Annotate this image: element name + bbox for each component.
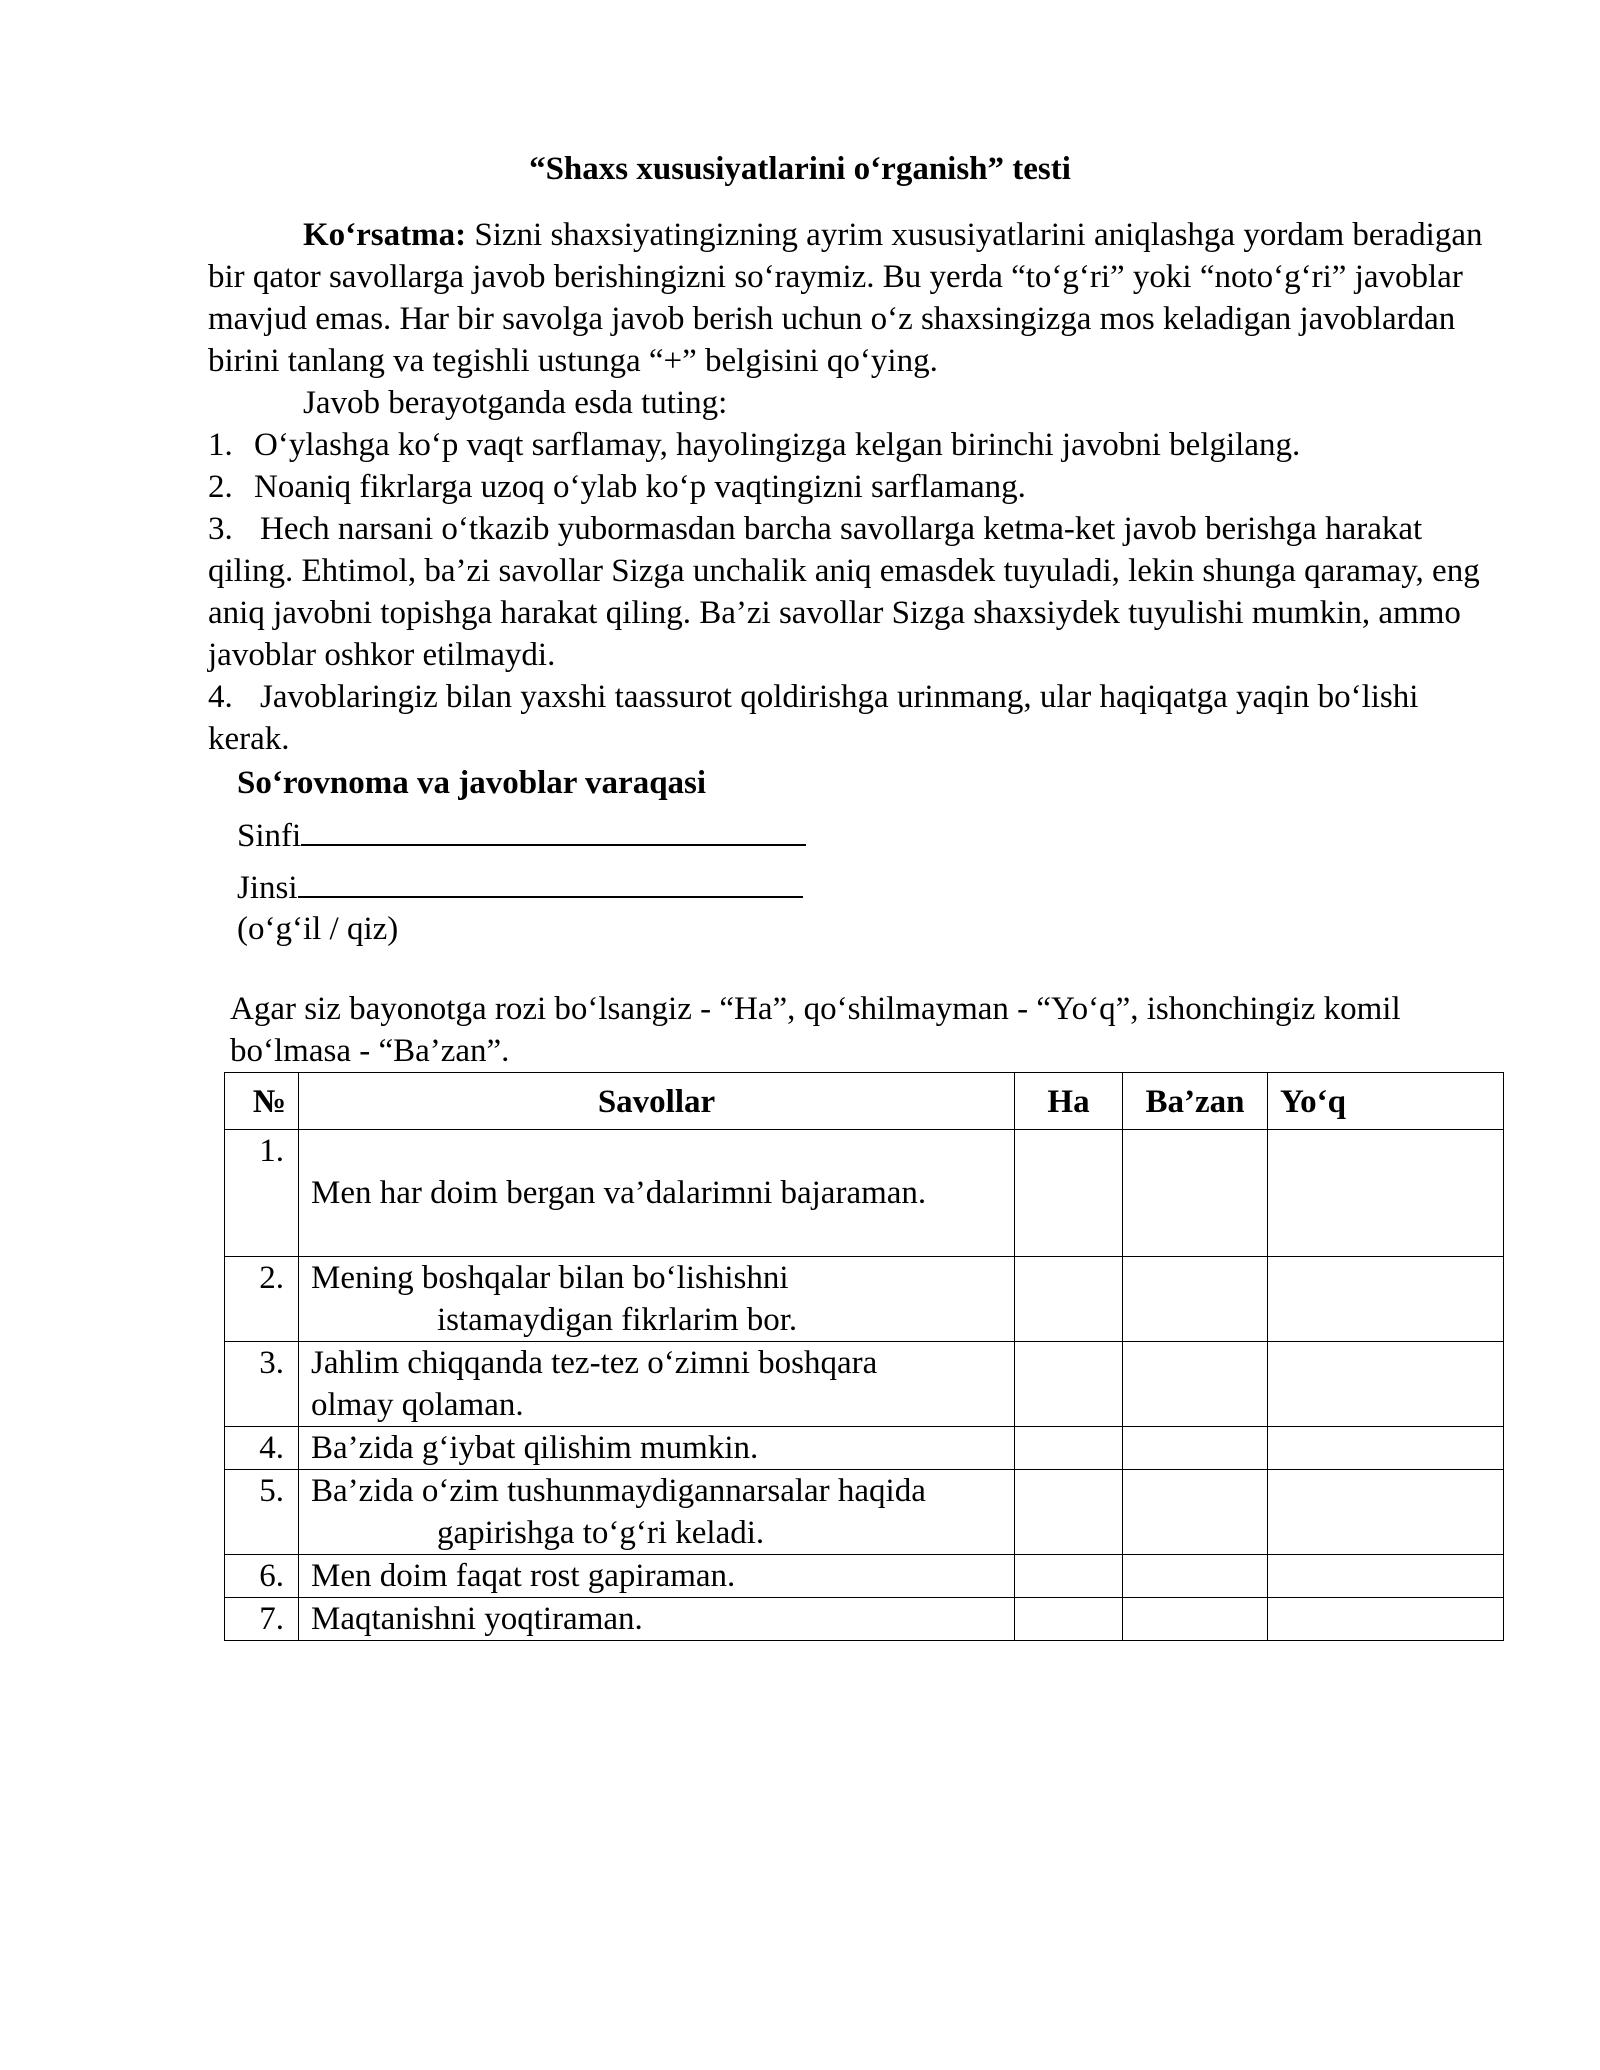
answer-sometimes-cell[interactable] (1123, 1470, 1268, 1555)
table-row (225, 1598, 1504, 1641)
gender-note: (o‘g‘il / qiz) (237, 911, 399, 947)
table-header-row (225, 1073, 1504, 1130)
answer-sometimes-cell[interactable] (1123, 1427, 1268, 1470)
instruction-item-number: 1. (208, 427, 233, 463)
instruction-item-4 (208, 676, 1498, 760)
question-line: Men doim faqat rost gapiraman. (311, 1558, 736, 1594)
instruction-item-1 (208, 424, 1498, 466)
question-line: Mening boshqalar bilan bo‘lishishni (311, 1260, 789, 1296)
instructions-text: Sizni shaxsiyatingizning ayrim xususiyatlarini aniqlashga yordam beradigan bir qator savollarga javob berishingizni so‘raymiz. Bu yerda “to‘g‘ri” yoki “noto‘g‘ri” javoblar mavjud emas. Har bir savolga javob berish uchun o‘z shaxsingizga mos keladigan javoblardan birini tanlang va tegishli ustunga “+” belgisini qo‘ying. (208, 217, 1483, 379)
question-text (299, 1342, 1015, 1427)
answer-yes-cell[interactable] (1015, 1342, 1123, 1427)
answer-no-cell[interactable] (1268, 1130, 1504, 1257)
row-number: 5. (225, 1470, 299, 1555)
answer-sometimes-cell[interactable] (1123, 1130, 1268, 1257)
answer-key-instructions (230, 988, 1510, 1072)
question-line: gapirishga to‘g‘ri keladi. (437, 1515, 765, 1551)
question-text (299, 1427, 1015, 1470)
question-line: istamaydigan fikrlarim bor. (437, 1302, 798, 1338)
answer-yes-cell[interactable] (1015, 1130, 1123, 1257)
gender-field-blank[interactable] (298, 866, 803, 898)
answer-yes-cell[interactable] (1015, 1470, 1123, 1555)
instruction-item-text: Noaniq fikrlarga uzoq o‘ylab ko‘p vaqtingizni sarflamang. (254, 469, 1026, 505)
answer-yes-cell[interactable] (1015, 1598, 1123, 1641)
question-line: Jahlim chiqqanda tez-tez o‘zimni boshqara (311, 1345, 878, 1381)
questions-table (224, 1072, 1504, 1641)
instructions-paragraph (208, 214, 1498, 382)
question-text (299, 1257, 1015, 1342)
answer-sometimes-cell[interactable] (1123, 1257, 1268, 1342)
row-number: 2. (225, 1257, 299, 1342)
question-line: Maqtanishni yoqtiraman. (311, 1601, 643, 1637)
header-no: Yo‘q (1268, 1073, 1504, 1130)
answer-no-cell[interactable] (1268, 1598, 1504, 1641)
question-text (299, 1130, 1015, 1257)
question-line: olmay qolaman. (311, 1387, 524, 1423)
header-sometimes: Ba’zan (1123, 1073, 1268, 1130)
row-number: 3. (225, 1342, 299, 1427)
instructions-label: Ko‘rsatma: (303, 217, 467, 253)
table-row (225, 1555, 1504, 1598)
table-row (225, 1257, 1504, 1342)
gender-field-label: Jinsi (237, 870, 298, 906)
remember-line: Javob berayotganda esda tuting: (303, 385, 728, 421)
answer-sometimes-cell[interactable] (1123, 1555, 1268, 1598)
instruction-item-2 (208, 466, 1498, 508)
table-row (225, 1470, 1504, 1555)
instruction-item-number: 3. (208, 511, 233, 547)
page-title: “Shaxs xususiyatlarini o‘rganish” testi (529, 151, 1071, 187)
answer-no-cell[interactable] (1268, 1470, 1504, 1555)
row-number: 1. (225, 1130, 299, 1257)
question-text (299, 1555, 1015, 1598)
gender-field[interactable] (237, 866, 803, 909)
instructions-block (208, 214, 1498, 760)
answer-no-cell[interactable] (1268, 1555, 1504, 1598)
question-line: Ba’zida o‘zim tushunmaydigannarsalar haqida (311, 1473, 926, 1509)
answer-yes-cell[interactable] (1015, 1555, 1123, 1598)
answer-yes-cell[interactable] (1015, 1427, 1123, 1470)
answer-key-text: Agar siz bayonotga rozi bo‘lsangiz - “Ha”, qo‘shilmayman - “Yo‘q”, ishonchingiz komil bo‘lmasa - “Ba’zan”. (230, 991, 1401, 1069)
answer-no-cell[interactable] (1268, 1427, 1504, 1470)
instruction-item-text: Hech narsani o‘tkazib yubormasdan barcha savollarga ketma-ket javob berishga harakat qiling. Ehtimol, ba’zi savollar Sizga unchalik aniq emasdek tuyuladi, lekin shunga qaramay, eng aniq javobni topishga harakat qiling. Ba’zi savollar Sizga shaxsiydek tuyulishi mumkin, ammo javoblar oshkor etilmaydi. (208, 511, 1480, 673)
instruction-item-number: 4. (208, 679, 233, 715)
answer-sometimes-cell[interactable] (1123, 1598, 1268, 1641)
instruction-item-text: O‘ylashga ko‘p vaqt sarflamay, hayolingizga kelgan birinchi javobni belgilang. (254, 427, 1301, 463)
instruction-item-number: 2. (208, 469, 233, 505)
instruction-item-3 (208, 508, 1498, 676)
table-row (225, 1342, 1504, 1427)
answer-no-cell[interactable] (1268, 1257, 1504, 1342)
class-field-label: Sinfi (237, 818, 302, 854)
row-number: 7. (225, 1598, 299, 1641)
question-text (299, 1470, 1015, 1555)
table-row (225, 1130, 1504, 1257)
row-number: 4. (225, 1427, 299, 1470)
answer-sometimes-cell[interactable] (1123, 1342, 1268, 1427)
question-text (299, 1598, 1015, 1641)
class-field-blank[interactable] (301, 814, 806, 846)
class-field[interactable] (237, 814, 806, 857)
row-number: 6. (225, 1555, 299, 1598)
form-heading: So‘rovnoma va javoblar varaqasi (237, 765, 707, 801)
answer-no-cell[interactable] (1268, 1342, 1504, 1427)
header-yes: Ha (1015, 1073, 1123, 1130)
table-row (225, 1427, 1504, 1470)
instruction-item-text: Javoblaringiz bilan yaxshi taassurot qoldirishga urinmang, ular haqiqatga yaqin bo‘lishi kerak. (208, 679, 1419, 757)
header-questions: Savollar (299, 1073, 1015, 1130)
question-line: Men har doim bergan va’dalarimni bajaraman. (311, 1175, 927, 1211)
question-line: Ba’zida g‘iybat qilishim mumkin. (311, 1430, 759, 1466)
answer-yes-cell[interactable] (1015, 1257, 1123, 1342)
header-number: № (225, 1073, 299, 1130)
